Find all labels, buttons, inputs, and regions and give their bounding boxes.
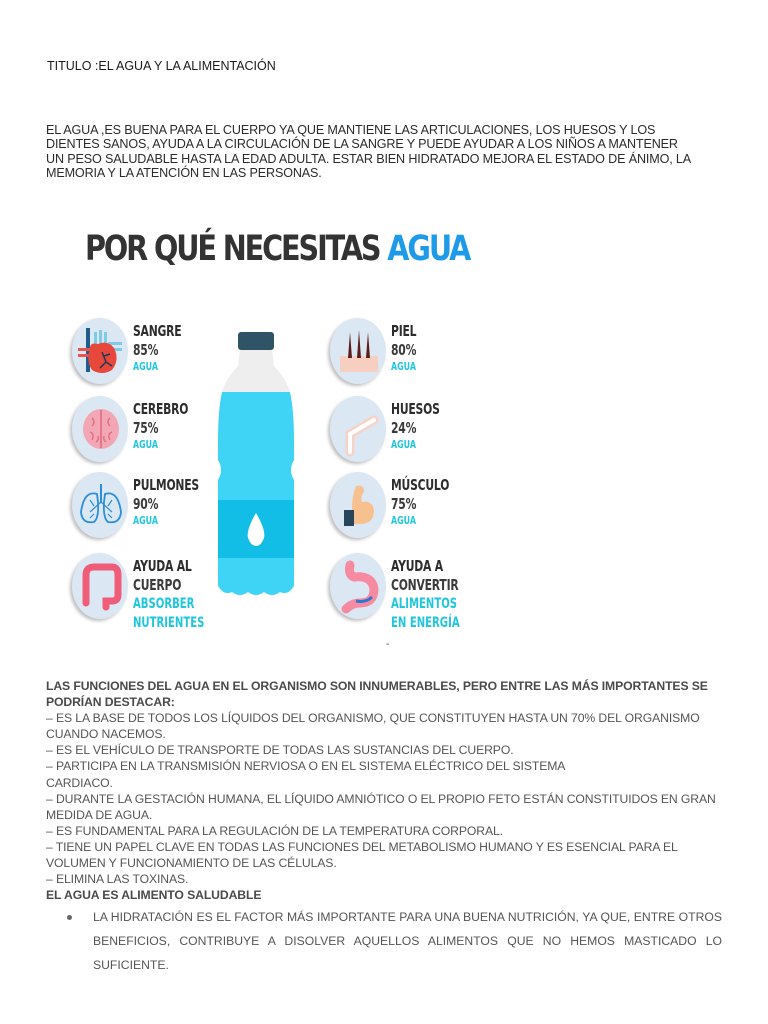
intestine-icon — [72, 553, 128, 619]
bone-icon — [330, 396, 386, 462]
intro-paragraph — [46, 123, 726, 181]
document-title: TITULO :EL AGUA Y LA ALIMENTACIÓN — [47, 59, 276, 73]
organ-name: AYUDA A — [391, 557, 443, 575]
bullet-list — [46, 905, 722, 978]
organ-absorber — [72, 553, 222, 633]
heading-accent: AGUA — [387, 229, 470, 269]
organ-text — [133, 476, 199, 528]
organ-name: AYUDA AL — [133, 557, 192, 575]
organ-name: PULMONES — [133, 476, 199, 494]
organ-value: 75% — [133, 419, 159, 437]
organ-piel — [330, 318, 480, 398]
organ-sub: EN ENERGÍA — [391, 615, 460, 631]
organ-value: 80% — [391, 341, 417, 359]
organ-convertir — [330, 553, 480, 633]
organ-name: HUESOS — [391, 400, 440, 418]
organ-huesos — [330, 396, 480, 476]
functions-intro: LAS FUNCIONES DEL AGUA EN EL ORGANISMO SON INNUMERABLES, PERO ENTRE LAS MÁS IMPORTANTES SE PODRÍAN DESTACAR: — [46, 679, 708, 710]
organ-name: MÚSCULO — [391, 476, 450, 494]
function-item: – ES FUNDAMENTAL PARA LA REGULACIÓN DE LA TEMPERATURA CORPORAL. — [46, 823, 503, 838]
organ-value: CUERPO — [133, 576, 182, 594]
stomach-icon — [330, 553, 386, 619]
intro-line: MEMORIA Y LA ATENCIÓN EN LAS PERSONAS. — [46, 166, 322, 181]
function-item: – ELIMINA LAS TOXINAS. — [46, 872, 189, 887]
intro-line: DIENTES SANOS, AYUDA A LA CIRCULACIÓN DE LA SANGRE Y PUEDE AYUDAR A LOS NIÑOS A MANTENER — [46, 137, 678, 152]
organ-value: CONVERTIR — [391, 576, 459, 594]
organ-value: 90% — [133, 495, 159, 513]
heading-main: POR QUÉ NECESITAS — [85, 229, 388, 269]
bullet-text: LA HIDRATACIÓN ES EL FACTOR MÁS IMPORTANTE PARA UNA BUENA NUTRICIÓN, YA QUE, ENTRE OTROS BENEFICIOS, CONTRIBUYE A DISOLVER AQUELLOS ALIMENTOS QUE NO HEMOS MASTICADO LO SUFICIENTE. — [93, 910, 722, 973]
heart-icon — [72, 318, 128, 384]
trailing-mark: - — [386, 639, 390, 650]
organ-sub: AGUA — [133, 514, 158, 527]
organ-sub: NUTRIENTES — [133, 615, 205, 631]
section-subheading: EL AGUA ES ALIMENTO SALUDABLE — [46, 888, 262, 903]
organ-text — [391, 400, 440, 452]
organ-text — [391, 557, 460, 633]
organ-text — [133, 400, 188, 452]
organ-name: SANGRE — [133, 322, 182, 340]
muscle-icon — [330, 472, 386, 538]
function-item: – ES LA BASE DE TODOS LOS LÍQUIDOS DEL ORGANISMO, QUE CONSTITUYEN HASTA UN 70% DEL ORGANISMO CUANDO NACEMOS. — [46, 711, 700, 742]
intro-line: UN PESO SALUDABLE HASTA LA EDAD ADULTA. ESTAR BIEN HIDRATADO MEJORA EL ESTADO DE ÁNIMO, LA — [46, 151, 692, 166]
organ-text — [391, 476, 449, 528]
organ-value: 24% — [391, 419, 417, 437]
organ-cerebro — [72, 396, 222, 476]
organ-musculo — [330, 472, 480, 552]
organ-text — [391, 322, 416, 374]
organ-value: 85% — [133, 341, 159, 359]
organ-sub: AGUA — [391, 438, 416, 451]
organ-sub: AGUA — [391, 360, 416, 373]
lungs-icon — [72, 472, 128, 538]
organ-name: CEREBRO — [133, 400, 189, 418]
organ-value: 75% — [391, 495, 417, 513]
infographic-heading — [85, 229, 469, 269]
organ-text — [133, 557, 204, 633]
skin-icon — [330, 318, 386, 384]
organ-sub: ALIMENTOS — [391, 596, 458, 612]
function-item: CARDIACO. — [46, 775, 113, 790]
organ-sub: AGUA — [133, 438, 158, 451]
organ-sangre — [72, 318, 222, 398]
organ-sub: AGUA — [133, 360, 158, 373]
organ-pulmones — [72, 472, 222, 552]
bullet-item — [46, 905, 722, 978]
function-item: – PARTICIPA EN LA TRANSMISIÓN NERVIOSA O EN EL SISTEMA ELÉCTRICO DEL SISTEMA — [46, 759, 566, 774]
organ-sub: ABSORBER — [133, 596, 195, 612]
water-bottle-icon — [216, 330, 296, 600]
function-item: – DURANTE LA GESTACIÓN HUMANA, EL LÍQUIDO AMNIÓTICO O EL PROPIO FETO ESTÁN CONSTITUIDOS EN GRAN MEDIDA DE AGUA. — [46, 791, 716, 822]
organ-name: PIEL — [391, 322, 417, 340]
function-item: – TIENE UN PAPEL CLAVE EN TODAS LAS FUNCIONES DEL METABOLISMO HUMANO Y ES ESENCIAL PARA EL VOLUMEN Y FUNCIONAMIENTO DE LAS CÉLULAS. — [46, 839, 678, 871]
functions-section — [46, 678, 722, 903]
intro-line: EL AGUA ,ES BUENA PARA EL CUERPO YA QUE MANTIENE LAS ARTICULACIONES, LOS HUESOS Y LOS — [46, 123, 656, 137]
water-infographic — [60, 215, 470, 655]
brain-icon — [72, 396, 128, 462]
organ-sub: AGUA — [391, 514, 416, 527]
organ-text — [133, 322, 181, 374]
bullet-dot-icon — [67, 915, 72, 920]
function-item: – ES EL VEHÍCULO DE TRANSPORTE DE TODAS LAS SUSTANCIAS DEL CUERPO. — [46, 743, 514, 758]
